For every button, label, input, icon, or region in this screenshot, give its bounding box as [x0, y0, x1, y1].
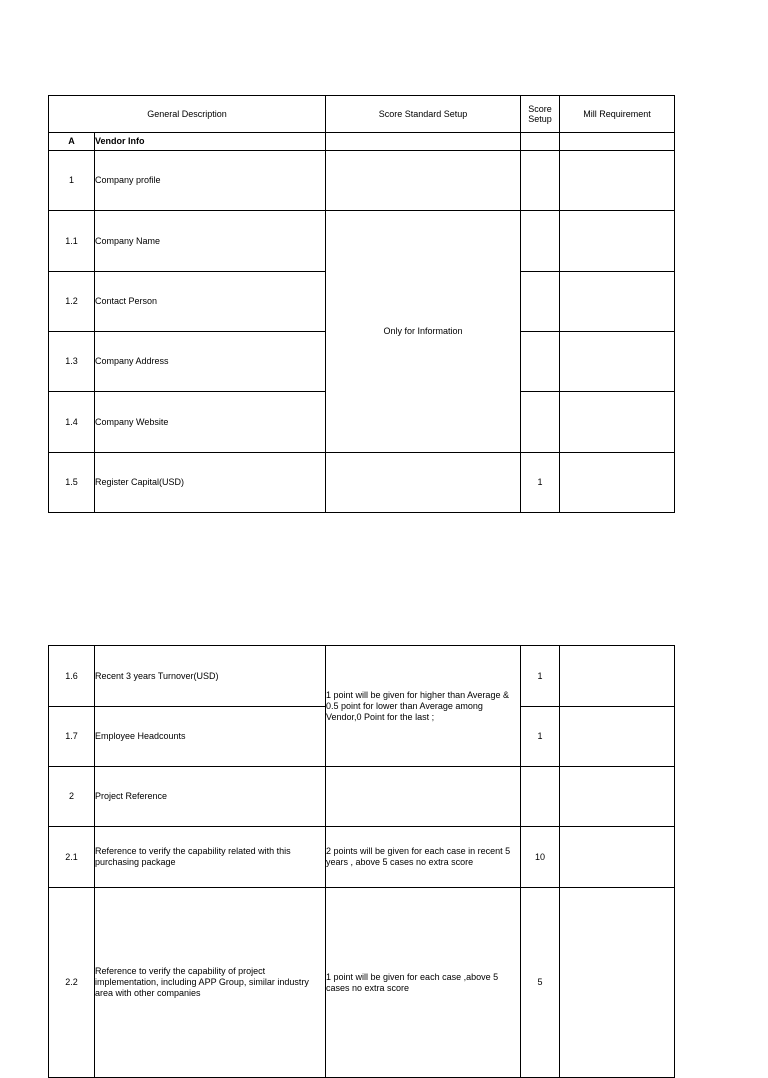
section-row-a	[49, 133, 675, 151]
score-standard-reference-2-2: 1 point will be given for each case ,above 5 cases no extra score	[326, 888, 521, 1078]
score-standard-cell	[326, 453, 521, 513]
row-description: Company profile	[95, 151, 326, 211]
empty-cell	[326, 133, 521, 151]
header-score-setup: Score Setup	[521, 96, 560, 133]
table-row	[49, 646, 675, 707]
row-description: Recent 3 years Turnover(USD)	[95, 646, 326, 707]
empty-cell	[560, 133, 675, 151]
row-number: 1.3	[49, 332, 95, 392]
mill-requirement-cell	[560, 392, 675, 453]
score-cell: 5	[521, 888, 560, 1078]
row-number: 1.1	[49, 211, 95, 272]
mill-requirement-cell	[560, 888, 675, 1078]
score-cell: 1	[521, 646, 560, 707]
vendor-evaluation-table-part-2	[48, 645, 675, 1078]
score-cell: 1	[521, 707, 560, 767]
header-mill-requirement: Mill Requirement	[560, 96, 675, 133]
row-description: Company Website	[95, 392, 326, 453]
score-cell	[521, 272, 560, 332]
row-number: 2.1	[49, 827, 95, 888]
row-description: Reference to verify the capability related with this purchasing package	[95, 827, 326, 888]
score-standard-info-only: Only for Information	[326, 211, 521, 453]
mill-requirement-cell	[560, 767, 675, 827]
row-number: 1.5	[49, 453, 95, 513]
score-cell: 1	[521, 453, 560, 513]
row-number: 1.4	[49, 392, 95, 453]
vendor-evaluation-table-part-1	[48, 95, 675, 513]
score-standard-reference-2-1: 2 points will be given for each case in recent 5 years , above 5 cases no extra score	[326, 827, 521, 888]
row-number: 1.2	[49, 272, 95, 332]
row-description: Project Reference	[95, 767, 326, 827]
score-standard-turnover: 1 point will be given for higher than Average & 0.5 point for lower than Average among Vendor,0 Point for the last ;	[326, 646, 521, 767]
row-description: Employee Headcounts	[95, 707, 326, 767]
mill-requirement-cell	[560, 211, 675, 272]
row-number: 1.6	[49, 646, 95, 707]
score-cell	[521, 392, 560, 453]
header-general-description: General Description	[49, 96, 326, 133]
row-number: 1	[49, 151, 95, 211]
mill-requirement-cell	[560, 453, 675, 513]
row-description: Register Capital(USD)	[95, 453, 326, 513]
table-row	[49, 827, 675, 888]
empty-cell	[521, 133, 560, 151]
score-standard-cell	[326, 151, 521, 211]
section-number: A	[49, 133, 95, 151]
mill-requirement-cell	[560, 646, 675, 707]
score-standard-cell	[326, 767, 521, 827]
mill-requirement-cell	[560, 151, 675, 211]
mill-requirement-cell	[560, 827, 675, 888]
row-description: Contact Person	[95, 272, 326, 332]
header-score-standard-setup: Score Standard Setup	[326, 96, 521, 133]
table-row	[49, 211, 675, 272]
table-row	[49, 888, 675, 1078]
score-cell: 10	[521, 827, 560, 888]
table-row	[49, 151, 675, 211]
row-number: 2.2	[49, 888, 95, 1078]
row-number: 1.7	[49, 707, 95, 767]
row-description: Company Address	[95, 332, 326, 392]
row-description: Reference to verify the capability of project implementation, including APP Group, similar industry area with other companies	[95, 888, 326, 1078]
table-header-row	[49, 96, 675, 133]
mill-requirement-cell	[560, 272, 675, 332]
row-number: 2	[49, 767, 95, 827]
section-title: Vendor Info	[95, 133, 326, 151]
row-description: Company Name	[95, 211, 326, 272]
score-cell	[521, 151, 560, 211]
table-row	[49, 767, 675, 827]
mill-requirement-cell	[560, 332, 675, 392]
mill-requirement-cell	[560, 707, 675, 767]
score-cell	[521, 211, 560, 272]
table-row	[49, 453, 675, 513]
score-cell	[521, 332, 560, 392]
score-cell	[521, 767, 560, 827]
